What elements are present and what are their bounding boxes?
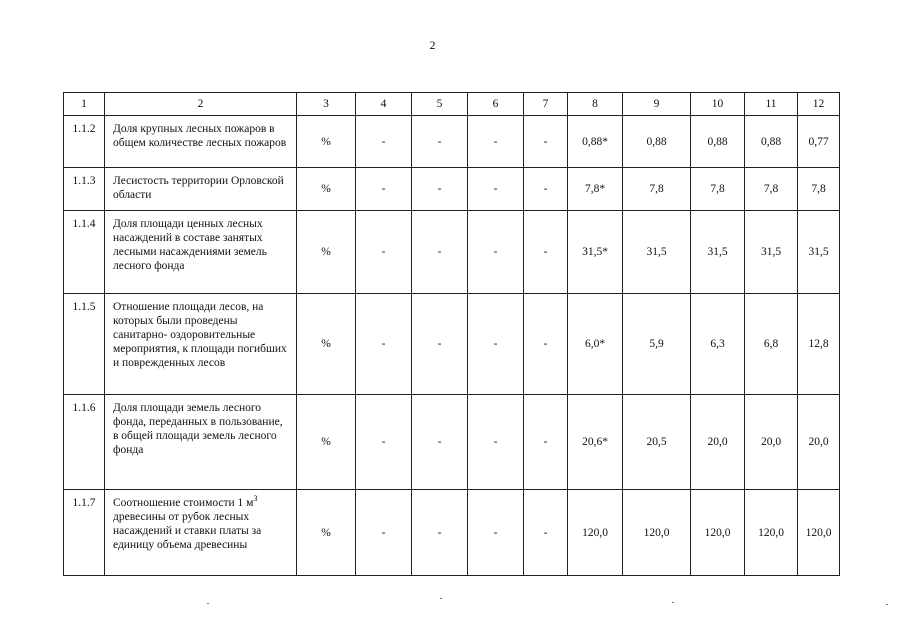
- cell-col7: -: [524, 395, 568, 490]
- row-name: Лесистость территории Орловской области: [105, 168, 297, 211]
- cell-col11: 20,0: [745, 395, 798, 490]
- scan-speck: [440, 598, 442, 599]
- cell-col9: 0,88: [623, 116, 691, 168]
- row-name: Доля крупных лесных пожаров в общем количестве лесных пожаров: [105, 116, 297, 168]
- cell-col5: -: [412, 490, 468, 576]
- cell-col6: -: [468, 211, 524, 294]
- scan-speck: [672, 602, 674, 603]
- cell-col10: 6,3: [691, 294, 745, 395]
- header-cell: 12: [798, 93, 840, 116]
- cell-col8: 20,6*: [568, 395, 623, 490]
- header-cell: 2: [105, 93, 297, 116]
- cell-col10: 120,0: [691, 490, 745, 576]
- cell-col11: 31,5: [745, 211, 798, 294]
- row-name: Отношение площади лесов, на которых были проведены санитарно- оздоровительные мероприятия, к площади погибших и поврежденных лесов: [105, 294, 297, 395]
- header-cell: 6: [468, 93, 524, 116]
- cell-col10: 7,8: [691, 168, 745, 211]
- cell-col7: -: [524, 116, 568, 168]
- cell-col4: -: [356, 294, 412, 395]
- cell-col9: 20,5: [623, 395, 691, 490]
- cell-col8: 7,8*: [568, 168, 623, 211]
- cell-col10: 31,5: [691, 211, 745, 294]
- cell-col12: 120,0: [798, 490, 840, 576]
- cell-col6: -: [468, 294, 524, 395]
- row-unit: %: [297, 211, 356, 294]
- cell-col7: -: [524, 490, 568, 576]
- row-unit: %: [297, 168, 356, 211]
- cell-col12: 0,77: [798, 116, 840, 168]
- cell-col10: 20,0: [691, 395, 745, 490]
- cell-col4: -: [356, 168, 412, 211]
- table-row: [64, 294, 840, 395]
- row-name: [105, 490, 297, 576]
- page-number: 2: [429, 38, 436, 52]
- cell-col12: 12,8: [798, 294, 840, 395]
- row-name-before: Соотношение стоимости 1 м: [113, 497, 254, 509]
- header-cell: 3: [297, 93, 356, 116]
- row-unit: %: [297, 395, 356, 490]
- table-row: [64, 116, 840, 168]
- scan-speck: [207, 603, 209, 604]
- row-code: 1.1.6: [64, 395, 105, 490]
- header-cell: 8: [568, 93, 623, 116]
- cell-col11: 120,0: [745, 490, 798, 576]
- row-name: Доля площади ценных лесных насаждений в составе занятых лесными насаждениями земель лесного фонда: [105, 211, 297, 294]
- cell-col7: -: [524, 294, 568, 395]
- row-name-after: древесины от рубок лесных насаждений и ставки платы за единицу объема древесины: [113, 511, 262, 551]
- row-name-superscript: 3: [253, 494, 258, 504]
- indicators-table: [63, 92, 840, 576]
- cell-col9: 7,8: [623, 168, 691, 211]
- cell-col12: 20,0: [798, 395, 840, 490]
- cell-col8: 31,5*: [568, 211, 623, 294]
- cell-col5: -: [412, 395, 468, 490]
- cell-col6: -: [468, 490, 524, 576]
- row-unit: %: [297, 294, 356, 395]
- cell-col5: -: [412, 116, 468, 168]
- cell-col9: 5,9: [623, 294, 691, 395]
- cell-col4: -: [356, 395, 412, 490]
- row-code: 1.1.2: [64, 116, 105, 168]
- cell-col11: 0,88: [745, 116, 798, 168]
- cell-col4: -: [356, 211, 412, 294]
- cell-col12: 7,8: [798, 168, 840, 211]
- cell-col6: -: [468, 395, 524, 490]
- row-unit: %: [297, 116, 356, 168]
- header-cell: 4: [356, 93, 412, 116]
- cell-col7: -: [524, 211, 568, 294]
- cell-col5: -: [412, 294, 468, 395]
- header-cell: 1: [64, 93, 105, 116]
- table-row: [64, 168, 840, 211]
- header-cell: 9: [623, 93, 691, 116]
- cell-col6: -: [468, 168, 524, 211]
- row-unit: %: [297, 490, 356, 576]
- cell-col8: 6,0*: [568, 294, 623, 395]
- table-row: [64, 490, 840, 576]
- row-code: 1.1.5: [64, 294, 105, 395]
- header-cell: 10: [691, 93, 745, 116]
- cell-col7: -: [524, 168, 568, 211]
- cell-col12: 31,5: [798, 211, 840, 294]
- row-code: 1.1.7: [64, 490, 105, 576]
- cell-col5: -: [412, 168, 468, 211]
- row-code: 1.1.3: [64, 168, 105, 211]
- header-row: [64, 93, 840, 116]
- row-name: Доля площади земель лесного фонда, переданных в пользование, в общей площади земель лесного фонда: [105, 395, 297, 490]
- row-code: 1.1.4: [64, 211, 105, 294]
- cell-col4: -: [356, 116, 412, 168]
- header-cell: 11: [745, 93, 798, 116]
- header-cell: 5: [412, 93, 468, 116]
- cell-col9: 120,0: [623, 490, 691, 576]
- cell-col5: -: [412, 211, 468, 294]
- header-cell: 7: [524, 93, 568, 116]
- cell-col4: -: [356, 490, 412, 576]
- cell-col8: 0,88*: [568, 116, 623, 168]
- table-row: [64, 211, 840, 294]
- cell-col10: 0,88: [691, 116, 745, 168]
- cell-col6: -: [468, 116, 524, 168]
- cell-col11: 6,8: [745, 294, 798, 395]
- cell-col8: 120,0: [568, 490, 623, 576]
- cell-col11: 7,8: [745, 168, 798, 211]
- scan-speck: [886, 604, 888, 605]
- cell-col9: 31,5: [623, 211, 691, 294]
- table-row: [64, 395, 840, 490]
